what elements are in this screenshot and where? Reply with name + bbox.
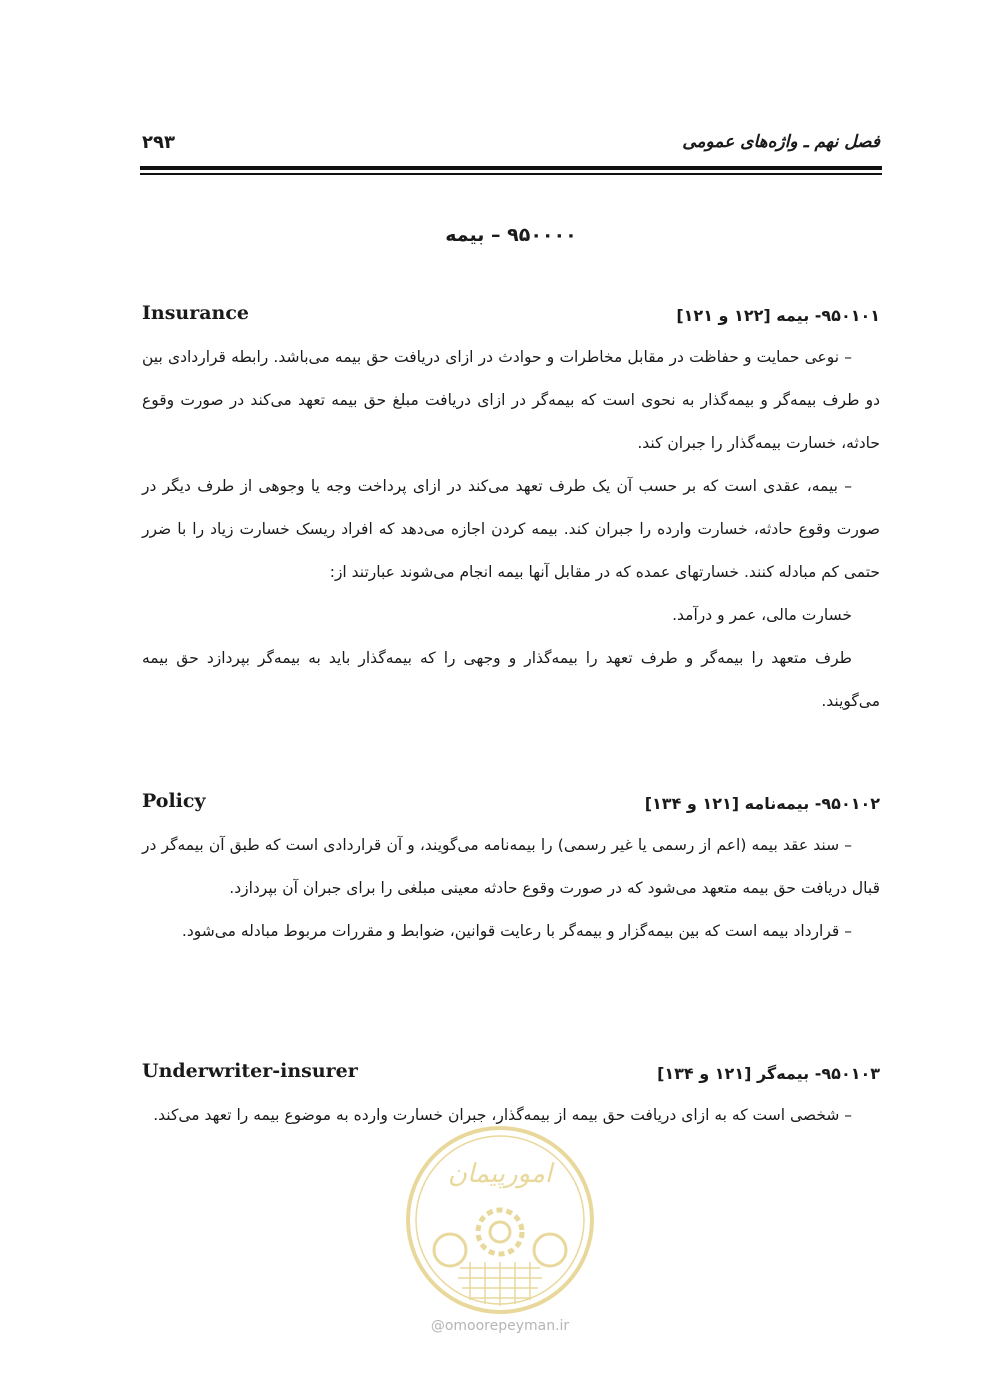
entry-paragraph: – قرارداد بیمه است که بین بیمه‌گزار و بیمه‌گر با رعایت قوانین، ضوابط و مقررات مربوط مبادله می‌شود. — [181, 922, 852, 940]
entry-persian-term: ۹۵۰۱۰۱- بیمه [۱۲۲ و ۱۲۱] — [676, 306, 880, 325]
entry-paragraph: خسارت مالی، عمر و درآمد. — [672, 606, 852, 624]
entry-heading — [142, 1060, 880, 1094]
watermark-logo — [400, 1120, 600, 1320]
entry-paragraph: – نوعی حمایت و حفاظت در مقابل مخاطرات و حوادث در ازای دریافت حق بیمه می‌باشد. رابطه قراردادی بین دو طرف بیمه‌گر و بیمه‌گذار به نحوی است که بیمه‌گر در ازای دریافت مبلغ حق بیمه تعهد می‌کند در صورت وقوع حادثه، خسارت بیمه‌گذار را جبران کند. — [142, 348, 880, 452]
watermark-url: @omoorepeyman.ir — [430, 1318, 570, 1334]
entry-paragraph: طرف متعهد را بیمه‌گر و طرف تعهد را بیمه‌گذار و وجهی را که بیمه‌گذار باید به بیمه‌گر بپردازد حق بیمه می‌گویند. — [142, 649, 880, 710]
running-head — [142, 132, 880, 162]
entry-heading — [142, 302, 880, 336]
entry-persian-term: ۹۵۰۱۰۲- بیمه‌نامه [۱۲۱ و ۱۳۴] — [644, 794, 880, 813]
header-rule-thick — [140, 166, 882, 170]
entry-english-term: Insurance — [142, 302, 250, 324]
entry-persian-term: ۹۵۰۱۰۳- بیمه‌گر [۱۲۱ و ۱۳۴] — [657, 1064, 880, 1083]
chapter-title: فصل نهم ـ واژه‌های عمومی — [682, 132, 880, 152]
entry-paragraph: – سند عقد بیمه (اعم از رسمی یا غیر رسمی) را بیمه‌نامه می‌گویند، و آن قراردادی است که طبق آن بیمه‌گر در قبال دریافت حق بیمه متعهد می‌شود که در صورت وقوع حادثه معینی مبلغی را برای جبران آن بپردازد. — [142, 836, 880, 897]
entry-paragraph: – شخصی است که به ازای دریافت حق بیمه از بیمه‌گذار، جبران خسارت وارده به موضوع بیمه را تعهد می‌کند. — [153, 1106, 852, 1124]
header-rule-thin — [140, 173, 882, 175]
entry-policy — [142, 790, 880, 953]
entry-insurance — [142, 302, 880, 723]
entry-heading — [142, 790, 880, 824]
page-number: ۲۹۳ — [142, 132, 175, 153]
entry-english-term: Underwriter-insurer — [142, 1060, 358, 1082]
section-title: ۹۵۰۰۰۰ – بیمه — [445, 224, 577, 246]
entry-english-term: Policy — [142, 790, 206, 812]
watermark-logo-text: امورپیمان — [447, 1159, 553, 1189]
entry-paragraph: – بیمه، عقدی است که بر حسب آن یک طرف تعهد می‌کند در ازای پرداخت وجه یا وجوهی از طرف دیگر در صورت وقوع حادثه، خسارت وارده را جبران کند. بیمه کردن اجازه می‌دهد که افراد ریسک خسارت زیاد را با ضرر حتمی کم مبادله کنند. خسارتهای عمده که در مقابل آنها بیمه انجام می‌شوند عبارتند از: — [142, 477, 880, 581]
